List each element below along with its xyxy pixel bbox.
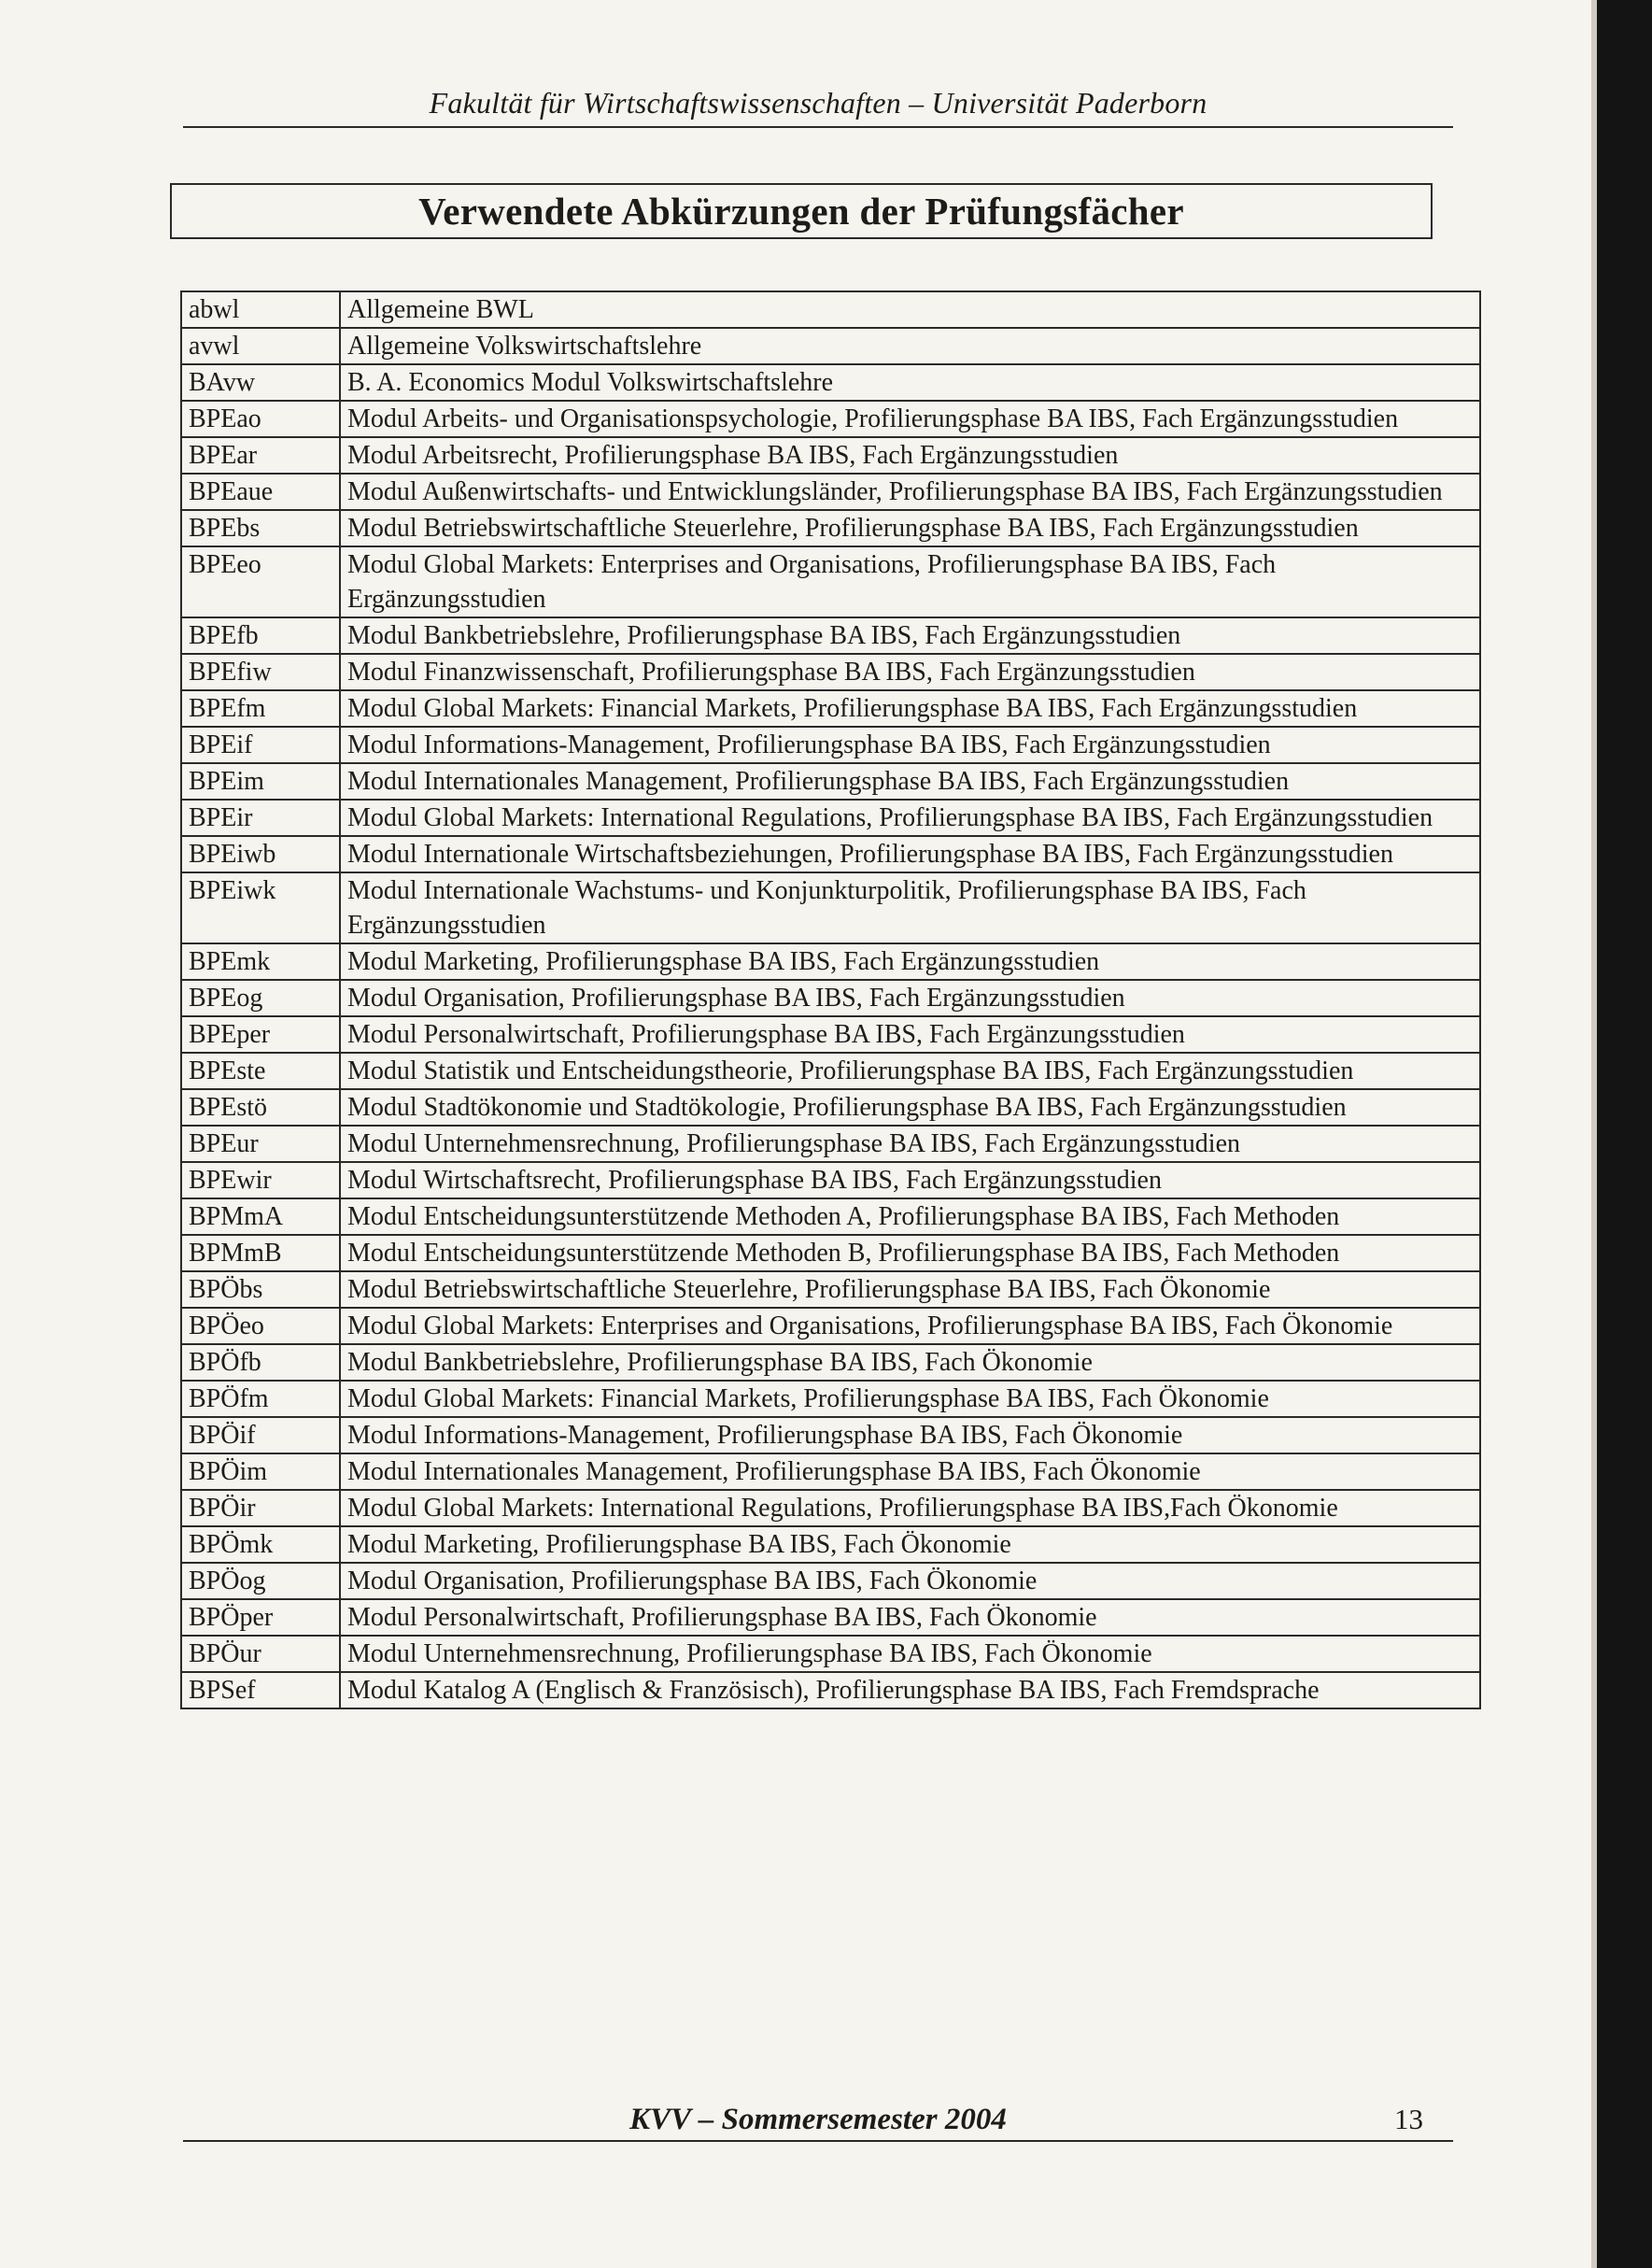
table-row: [181, 1344, 1480, 1381]
abbreviation-code: BPÖfm: [181, 1381, 340, 1417]
abbreviation-description: Modul Unternehmensrechnung, Profilierungsphase BA IBS, Fach Ökonomie: [340, 1636, 1480, 1672]
abbreviation-code: BPEao: [181, 401, 340, 437]
abbreviation-code: abwl: [181, 291, 340, 328]
abbreviation-code: BPEim: [181, 763, 340, 800]
abbreviation-code: BPEfb: [181, 617, 340, 654]
table-row: [181, 1381, 1480, 1417]
table-row: [181, 1235, 1480, 1271]
abbreviation-code: BPEog: [181, 980, 340, 1016]
running-header: Fakultät für Wirtschaftswissenschaften – Universität Paderborn: [183, 86, 1453, 128]
table-row: [181, 510, 1480, 546]
abbreviation-description: Modul Marketing, Profilierungsphase BA IBS, Fach Ökonomie: [340, 1526, 1480, 1563]
page-title: Verwendete Abkürzungen der Prüfungsfächer: [170, 183, 1433, 239]
abbreviation-code: BPEir: [181, 800, 340, 836]
table-row: [181, 1126, 1480, 1162]
abbreviation-code: BPÖur: [181, 1636, 340, 1672]
abbreviation-description: Modul Internationales Management, Profilierungsphase BA IBS, Fach Ergänzungsstudien: [340, 763, 1480, 800]
abbreviation-code: BPEeo: [181, 546, 340, 617]
abbreviation-code: BPEur: [181, 1126, 340, 1162]
abbreviation-description: Modul Personalwirtschaft, Profilierungsphase BA IBS, Fach Ergänzungsstudien: [340, 1016, 1480, 1053]
abbreviation-description: Modul Entscheidungsunterstützende Methoden B, Profilierungsphase BA IBS, Fach Methoden: [340, 1235, 1480, 1271]
abbreviation-code: BPEaue: [181, 474, 340, 510]
abbreviations-table: [180, 291, 1481, 1709]
abbreviation-description: Modul Außenwirtschafts- und Entwicklungsländer, Profilierungsphase BA IBS, Fach Ergänzungsstudien: [340, 474, 1480, 510]
table-row: [181, 1599, 1480, 1636]
abbreviation-code: BPÖif: [181, 1417, 340, 1453]
abbreviation-code: BPSef: [181, 1672, 340, 1708]
abbreviation-code: BPEstö: [181, 1089, 340, 1126]
abbreviation-code: avwl: [181, 328, 340, 364]
abbreviations-table-body: [181, 291, 1480, 1708]
table-row: [181, 1672, 1480, 1708]
abbreviation-description: Modul Arbeitsrecht, Profilierungsphase BA IBS, Fach Ergänzungsstudien: [340, 437, 1480, 474]
table-row: [181, 763, 1480, 800]
abbreviation-code: BPÖmk: [181, 1526, 340, 1563]
abbreviation-description: Modul Bankbetriebslehre, Profilierungsphase BA IBS, Fach Ökonomie: [340, 1344, 1480, 1381]
abbreviation-code: BPEar: [181, 437, 340, 474]
table-row: [181, 943, 1480, 980]
table-row: [181, 328, 1480, 364]
abbreviation-code: BPÖfb: [181, 1344, 340, 1381]
abbreviation-description: Modul Organisation, Profilierungsphase BA IBS, Fach Ergänzungsstudien: [340, 980, 1480, 1016]
abbreviation-description: Modul Stadtökonomie und Stadtökologie, Profilierungsphase BA IBS, Fach Ergänzungsstudien: [340, 1089, 1480, 1126]
table-row: [181, 690, 1480, 727]
page-number: 13: [1394, 2103, 1423, 2135]
abbreviation-description: Modul Finanzwissenschaft, Profilierungsphase BA IBS, Fach Ergänzungsstudien: [340, 654, 1480, 690]
abbreviation-code: BPEbs: [181, 510, 340, 546]
table-row: [181, 1526, 1480, 1563]
abbreviation-code: BPEiwb: [181, 836, 340, 872]
abbreviation-code: BPEif: [181, 727, 340, 763]
abbreviation-description: Modul Global Markets: International Regulations, Profilierungsphase BA IBS,Fach Ökonomie: [340, 1490, 1480, 1526]
abbreviation-code: BPEfiw: [181, 654, 340, 690]
abbreviation-description: Modul Internationale Wachstums- und Konjunkturpolitik, Profilierungsphase BA IBS, Fach Ergänzungsstudien: [340, 872, 1480, 943]
table-row: [181, 1198, 1480, 1235]
abbreviation-description: Modul Statistik und Entscheidungstheorie, Profilierungsphase BA IBS, Fach Ergänzungsstudien: [340, 1053, 1480, 1089]
abbreviation-code: BPEfm: [181, 690, 340, 727]
table-row: [181, 1308, 1480, 1344]
abbreviation-code: BPMmA: [181, 1198, 340, 1235]
abbreviation-code: BPEste: [181, 1053, 340, 1089]
table-row: [181, 364, 1480, 401]
abbreviation-description: Modul Global Markets: Financial Markets, Profilierungsphase BA IBS, Fach Ergänzungsstudien: [340, 690, 1480, 727]
table-row: [181, 1053, 1480, 1089]
abbreviation-description: Modul Global Markets: Enterprises and Organisations, Profilierungsphase BA IBS, Fach Ergänzungsstudien: [340, 546, 1480, 617]
abbreviation-description: Modul Betriebswirtschaftliche Steuerlehre, Profilierungsphase BA IBS, Fach Ergänzungsstudien: [340, 510, 1480, 546]
table-row: [181, 401, 1480, 437]
abbreviation-description: Modul Internationales Management, Profilierungsphase BA IBS, Fach Ökonomie: [340, 1453, 1480, 1490]
table-row: [181, 1490, 1480, 1526]
abbreviation-description: Modul Global Markets: Financial Markets, Profilierungsphase BA IBS, Fach Ökonomie: [340, 1381, 1480, 1417]
abbreviation-code: BPMmB: [181, 1235, 340, 1271]
table-row: [181, 836, 1480, 872]
abbreviation-description: Modul Wirtschaftsrecht, Profilierungsphase BA IBS, Fach Ergänzungsstudien: [340, 1162, 1480, 1198]
table-row: [181, 291, 1480, 328]
table-row: [181, 872, 1480, 943]
table-row: [181, 800, 1480, 836]
abbreviation-description: Modul Arbeits- und Organisationspsychologie, Profilierungsphase BA IBS, Fach Ergänzungsstudien: [340, 401, 1480, 437]
abbreviation-code: BPÖog: [181, 1563, 340, 1599]
binding-spine: [1597, 0, 1652, 2268]
abbreviation-description: Allgemeine BWL: [340, 291, 1480, 328]
table-row: [181, 617, 1480, 654]
abbreviation-code: BPÖir: [181, 1490, 340, 1526]
table-row: [181, 1162, 1480, 1198]
table-row: [181, 980, 1480, 1016]
table-row: [181, 1636, 1480, 1672]
abbreviation-description: Modul Marketing, Profilierungsphase BA IBS, Fach Ergänzungsstudien: [340, 943, 1480, 980]
abbreviation-description: Modul Katalog A (Englisch & Französisch), Profilierungsphase BA IBS, Fach Fremdsprache: [340, 1672, 1480, 1708]
table-row: [181, 1016, 1480, 1053]
abbreviation-description: Modul Bankbetriebslehre, Profilierungsphase BA IBS, Fach Ergänzungsstudien: [340, 617, 1480, 654]
abbreviation-description: Modul Unternehmensrechnung, Profilierungsphase BA IBS, Fach Ergänzungsstudien: [340, 1126, 1480, 1162]
abbreviation-description: Modul Betriebswirtschaftliche Steuerlehre, Profilierungsphase BA IBS, Fach Ökonomie: [340, 1271, 1480, 1308]
abbreviation-description: Modul Informations-Management, Profilierungsphase BA IBS, Fach Ergänzungsstudien: [340, 727, 1480, 763]
abbreviation-code: BPEwir: [181, 1162, 340, 1198]
abbreviation-description: Modul Entscheidungsunterstützende Methoden A, Profilierungsphase BA IBS, Fach Methoden: [340, 1198, 1480, 1235]
table-row: [181, 1271, 1480, 1308]
abbreviation-code: BPÖim: [181, 1453, 340, 1490]
abbreviation-description: B. A. Economics Modul Volkswirtschaftslehre: [340, 364, 1480, 401]
abbreviation-code: BPÖper: [181, 1599, 340, 1636]
table-row: [181, 1563, 1480, 1599]
abbreviation-description: Modul Personalwirtschaft, Profilierungsphase BA IBS, Fach Ökonomie: [340, 1599, 1480, 1636]
abbreviation-description: Allgemeine Volkswirtschaftslehre: [340, 328, 1480, 364]
table-row: [181, 546, 1480, 617]
abbreviation-description: Modul Internationale Wirtschaftsbeziehungen, Profilierungsphase BA IBS, Fach Ergänzungsstudien: [340, 836, 1480, 872]
table-row: [181, 437, 1480, 474]
table-row: [181, 1417, 1480, 1453]
abbreviation-description: Modul Informations-Management, Profilierungsphase BA IBS, Fach Ökonomie: [340, 1417, 1480, 1453]
table-row: [181, 654, 1480, 690]
abbreviation-code: BPÖbs: [181, 1271, 340, 1308]
abbreviation-description: Modul Global Markets: International Regulations, Profilierungsphase BA IBS, Fach Ergänzungsstudien: [340, 800, 1480, 836]
abbreviation-code: BAvw: [181, 364, 340, 401]
table-row: [181, 1453, 1480, 1490]
abbreviation-code: BPEper: [181, 1016, 340, 1053]
abbreviation-code: BPEmk: [181, 943, 340, 980]
table-row: [181, 474, 1480, 510]
abbreviation-description: Modul Organisation, Profilierungsphase BA IBS, Fach Ökonomie: [340, 1563, 1480, 1599]
page-footer: [183, 2103, 1453, 2142]
table-row: [181, 727, 1480, 763]
abbreviation-code: BPÖeo: [181, 1308, 340, 1344]
footer-semester: KVV – Sommersemester 2004: [629, 2103, 1007, 2136]
abbreviation-code: BPEiwk: [181, 872, 340, 943]
table-row: [181, 1089, 1480, 1126]
abbreviation-description: Modul Global Markets: Enterprises and Organisations, Profilierungsphase BA IBS, Fach Ökonomie: [340, 1308, 1480, 1344]
